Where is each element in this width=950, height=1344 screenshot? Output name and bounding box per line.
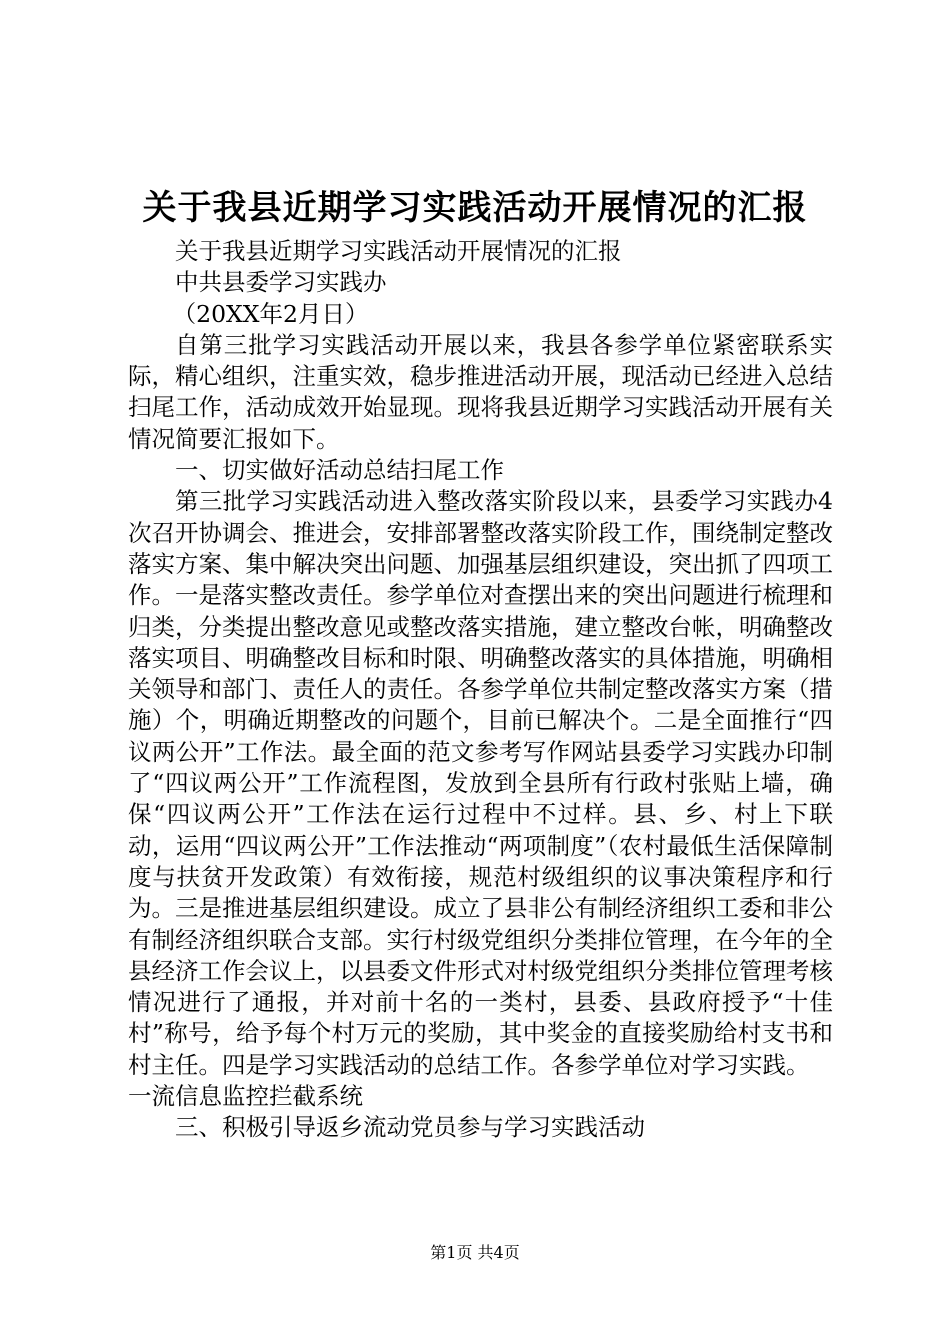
- document-date: （20XX年2月日）: [172, 299, 369, 328]
- section-1-paragraph: 第三批学习实践活动进入整改落实阶段以来，县委学习实践办4次召开协调会、推进会，安排部署整改落实阶段工作，围绕制定整改落实方案、集中解决突出问题、加强基层组织建设，突出抓了四项工作。一是落实整改责任。参学单位对查摆出来的突出问题进行梳理和归类，分类提出整改意见或整改落实措施，建立整改台帐，明确整改落实项目、明确整改目标和时限、明确整改落实的具体措施，明确相关领导和部门、责任人的责任。各参学单位共制定整改落实方案（措施）个，明确近期整改的问题个，目前已解决个。二是全面推行“四议两公开”工作法。最全面的范文参考写作网站县委学习实践办印制了“四议两公开”工作流程图，发放到全县所有行政村张贴上墙，确保“四议两公开”工作法在运行过程中不过样。县、乡、村上下联动，运用“四议两公开”工作法推动“两项制度”（农村最低生活保障制度与扶贫开发政策）有效衔接，规范村级组织的议事决策程序和行为。三是推进基层组织建设。成立了县非公有制经济组织工委和非公有制经济组织联合支部。实行村级党组织分类排位管理，在今年的全县经济工作会议上，以县委文件形式对村级党组织分类排位管理考核情况进行了通报，并对前十名的一类村，县委、县政府授予“十佳村”称号，给予每个村万元的奖励，其中奖金的直接奖励给村支书和村主任。四是学习实践活动的总结工作。各参学单位对学习实践。: [128, 487, 833, 1079]
- section-heading-1: 一、切实做好活动总结扫尾工作: [175, 456, 504, 485]
- intro-paragraph: 自第三批学习实践活动开展以来，我县各参学单位紧密联系实际，精心组织，注重实效，稳步推进活动开展，现活动已经进入总结扫尾工作，活动成效开始显现。现将我县近期学习实践活动开展有关情况简要汇报如下。: [128, 330, 833, 453]
- organization: 中共县委学习实践办: [175, 268, 387, 297]
- section-heading-3: 三、积极引导返乡流动党员参与学习实践活动: [175, 1113, 645, 1142]
- page-footer: 第1页 共4页: [430, 1243, 520, 1262]
- page-title: 关于我县近期学习实践活动开展情况的汇报: [142, 188, 808, 228]
- subtitle: 关于我县近期学习实践活动开展情况的汇报: [175, 237, 622, 265]
- document-body: [128, 236, 833, 1144]
- inline-note: 一流信息监控拦截系统: [128, 1082, 363, 1111]
